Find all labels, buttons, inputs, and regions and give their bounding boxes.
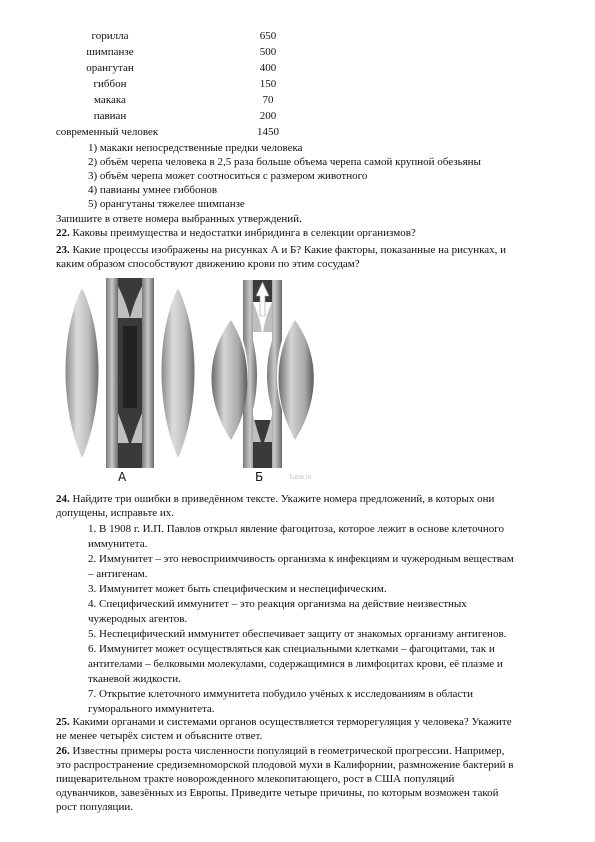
question-number: 26. (56, 745, 70, 757)
primate-name: павиан (93, 110, 127, 122)
question-text: Каковы преимущества и недостатки инбридинга в селекции организмов? (72, 227, 416, 239)
list-item: – антигенам. (88, 568, 148, 580)
question-text: Известны примеры роста численности популяций в геометрической прогрессии. Например, (72, 745, 505, 757)
question-text: Какими органами и системами органов осуществляется терморегуляция у человека? Укажите (72, 716, 512, 728)
skull-volume: 70 (262, 94, 274, 106)
question-24-line1 (56, 492, 494, 506)
list-item: тканевой жидкости. (88, 673, 181, 685)
table-row (0, 77, 595, 91)
list-item: иммунитета. (88, 538, 148, 550)
table-row (0, 29, 595, 43)
skull-volume: 500 (259, 46, 277, 58)
list-item: гуморального иммунитета. (88, 703, 215, 715)
muscle-left (66, 288, 99, 458)
list-item: антителами – белковыми молекулами, содержащимися в лимфоцитах крови, её плазме и (88, 658, 503, 670)
list-item: 1. В 1908 г. И.П. Павлов открыл явление фагоцитоза, которое лежит в основе клеточного (88, 523, 504, 535)
table-row (0, 93, 595, 107)
question-text: Какие процессы изображены на рисунках А и Б? Какие факторы, показанные на рисунках, и (72, 244, 507, 256)
question-number: 25. (56, 716, 70, 728)
skull-volume: 650 (259, 30, 277, 42)
primate-name: макака (94, 94, 126, 106)
list-item: 2. Иммунитет – это невосприимчивость организма к инфекциям и чужеродным веществам (88, 553, 514, 565)
figure-label-a: А (118, 470, 127, 484)
instruction: Запишите в ответе номера выбранных утверждений. (56, 213, 302, 225)
table-row (0, 109, 595, 123)
statement: 4) павианы умнее гиббонов (88, 184, 218, 196)
question-26-line: это распространение средиземноморской плодовой мухи в Калифорнии, размножение бактерий в (56, 759, 514, 771)
question-text: Найдите три ошибки в приведённом тексте. Укажите номера предложений, в которых они (72, 493, 495, 505)
question-25-line2: не менее четырёх систем и объясните ответ. (56, 730, 263, 742)
question-22 (56, 226, 416, 240)
question-26-line: одуванчиков, завезённых из Европы. Приведите четыре причины, по которым возможен такой (56, 787, 499, 799)
muscle-right (162, 288, 195, 458)
list-item: чужеродных агентов. (88, 613, 188, 625)
table-row (0, 61, 595, 75)
primate-name: современный человек (55, 126, 159, 138)
watermark: tutor.io (290, 474, 312, 481)
vein-figure-a (60, 278, 200, 468)
list-item: 5. Неспецифический иммунитет обеспечивает защиту от знакомых организму антигенов. (88, 628, 507, 640)
question-number: 22. (56, 227, 70, 239)
vein-figure-b (205, 280, 320, 468)
primate-name: гиббон (93, 78, 127, 90)
question-26-line1 (56, 744, 504, 758)
list-item: 4. Специфический иммунитет – это реакция организма на действие неизвестных (88, 598, 467, 610)
question-number: 24. (56, 493, 70, 505)
question-23-line2: каким образом способствуют движению крови по этим сосудам? (56, 258, 360, 270)
skull-volume: 400 (259, 62, 277, 74)
list-item: 6. Иммунитет может осуществляться как специальными клетками – фагоцитами, так и (88, 643, 495, 655)
blood (123, 326, 137, 408)
question-26-line: пищеварительном тракте новорожденного млекопитающего, рост в США популяций (56, 773, 455, 785)
skull-volume: 200 (259, 110, 277, 122)
vein-wall-left (106, 278, 118, 468)
question-23-line1 (56, 243, 506, 257)
table-row (0, 125, 595, 139)
statement: 3) объём черепа может соотноситься с размером животного (88, 170, 368, 182)
primate-name: горилла (91, 30, 129, 42)
question-26-line: рост популяции. (56, 801, 133, 813)
question-25-line1 (56, 715, 512, 729)
primate-name: шимпанзе (86, 46, 134, 58)
figure-label-b: Б (255, 470, 264, 484)
question-number: 23. (56, 244, 70, 256)
muscle-right (279, 320, 314, 440)
list-item: 3. Иммунитет может быть специфическим и неспецифическим. (88, 583, 387, 595)
question-24-line2: допущены, исправьте их. (56, 507, 175, 519)
statement: 5) орангутаны тяжелее шимпанзе (88, 198, 245, 210)
muscle-left (212, 320, 248, 440)
statement: 1) макаки непосредственные предки человека (88, 142, 303, 154)
statement: 2) объём черепа человека в 2,5 раза больше объема черепа самой крупной обезьяны (88, 156, 481, 168)
skull-volume: 1450 (257, 126, 279, 138)
vein-wall-right (142, 278, 154, 468)
skull-volume: 150 (259, 78, 277, 90)
list-item: 7. Открытие клеточного иммунитета побудило учёных к исследованиям в области (88, 688, 473, 700)
primate-name: орангутан (86, 62, 134, 74)
table-row (0, 45, 595, 59)
